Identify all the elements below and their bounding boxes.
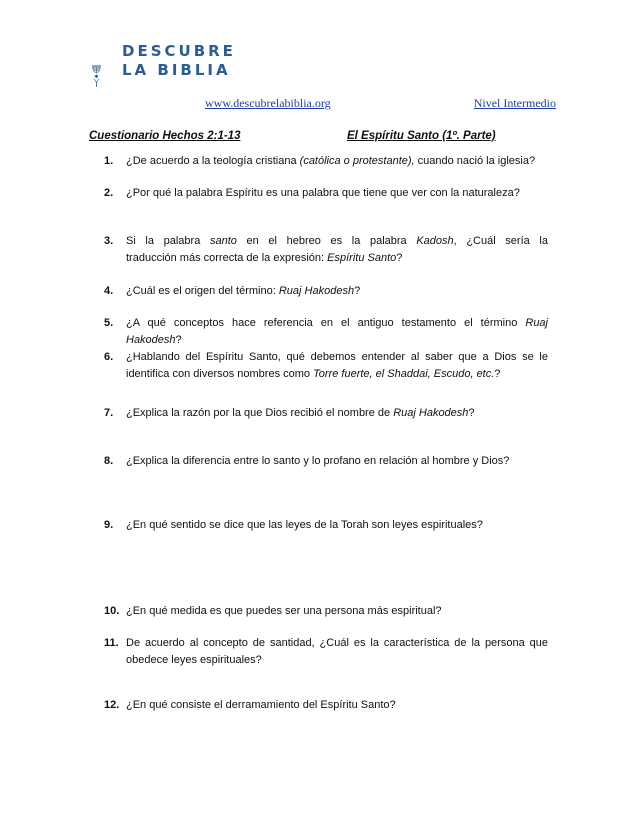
question-3: 3. Si la palabra santo en el hebreo es la palabra Kadosh, ¿Cuál sería la traducción más correcta de la expresión: Espíritu Santo?	[104, 235, 548, 264]
question-2: 2. ¿Por qué la palabra Espíritu es una palabra que tiene que ver con la naturaleza?	[104, 187, 520, 199]
question-8: 8. ¿Explica la diferencia entre lo santo y lo profano en relación al hombre y Dios?	[104, 455, 510, 467]
question-7: 7. ¿Explica la razón por la que Dios recibió el nombre de Ruaj Hakodesh?	[104, 407, 475, 419]
question-4: 4. ¿Cuál es el origen del término: Ruaj Hakodesh?	[104, 285, 361, 297]
question-10: 10. ¿En qué medida es que puedes ser una persona más espiritual?	[104, 605, 442, 617]
question-12: 12. ¿En qué consiste el derramamiento del Espíritu Santo?	[104, 699, 396, 711]
website-link[interactable]: www.descubrelabiblia.org	[205, 96, 331, 110]
logo-line1: DESCUBRE	[122, 42, 236, 60]
question-5: 5. ¿A qué conceptos hace referencia en el antiguo testamento el término Ruaj Hakodesh?	[104, 317, 548, 346]
level-label: Nivel Intermedio	[473, 96, 556, 110]
logo-line2: LA BIBLIA	[122, 61, 231, 79]
question-1: 1. ¿De acuerdo a la teología cristiana (católica o protestante), cuando nació la iglesia?	[104, 155, 536, 167]
logo-text	[122, 42, 236, 80]
question-6: 6. ¿Hablando del Espíritu Santo, qué debemos entender al saber que a Dios se le identifica con diversos nombres como Torre fuerte, el Shaddai, Escudo, etc.?	[104, 351, 548, 380]
quiz-title: Cuestionario Hechos 2:1-13	[89, 130, 241, 142]
question-11: 11. De acuerdo al concepto de santidad, ¿Cuál es la característica de la persona que obedece leyes espirituales?	[104, 637, 548, 666]
menorah-fish-icon	[92, 28, 126, 122]
question-9: 9. ¿En qué sentido se dice que las leyes de la Torah son leyes espirituales?	[104, 519, 483, 531]
lesson-title: El Espíritu Santo (1º. Parte)	[347, 130, 496, 142]
